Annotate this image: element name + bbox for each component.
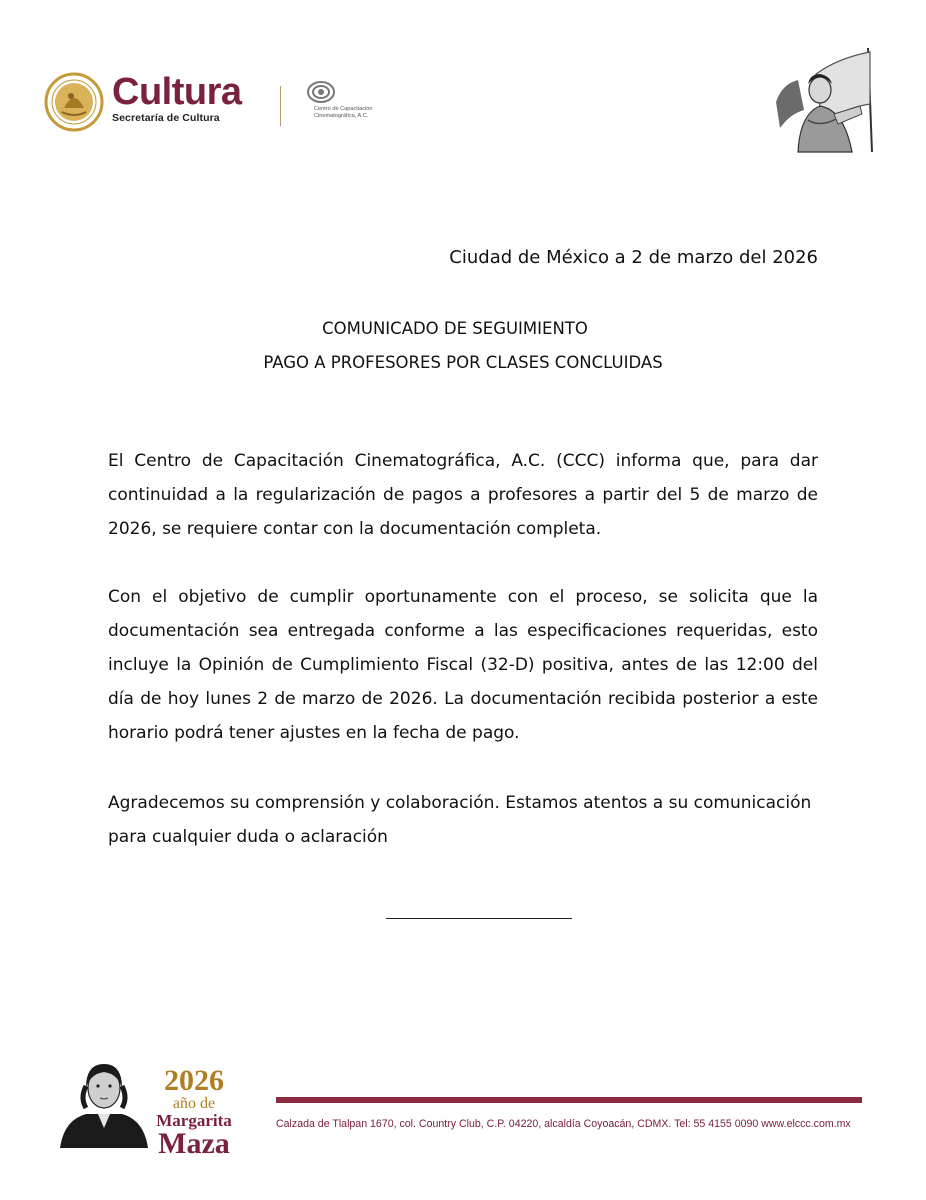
- paragraph-2: Con el objetivo de cumplir oportunamente con el proceso, se solicita que la documentación sea entregada conforme a las especificaciones requeridas, esto incluye la Opinión de Cumplimiento Fiscal (32-D) positiva, antes de las 12:00 del día de hoy lunes 2 de marzo de 2026. La documentación recibida posterior a este horario podrá tener ajustes en la fecha de pago.: [108, 587, 818, 743]
- national-emblem-icon: [44, 72, 104, 132]
- brand-name: Cultura: [112, 71, 242, 113]
- ccc-name-line: Cinematográfica, A.C.: [314, 113, 369, 119]
- year-number: 2026: [164, 1064, 224, 1097]
- brand-subtitle: Secretaría de Cultura: [112, 112, 220, 124]
- year-badge: [154, 1066, 234, 1158]
- paragraph-1: El Centro de Capacitación Cinematográfica, A.C. (CCC) informa que, para dar continuidad a la regularización de pagos a profesores a partir del 5 de marzo de 2026, se requiere contar con la documentación completa.: [108, 451, 818, 539]
- signature-line: [386, 918, 572, 919]
- ccc-name-line: Centro de Capacitación: [314, 106, 373, 112]
- paragraph-3: Agradecemos su comprensión y colaboración. Estamos atentos a su comunicación para cualquier duda o aclaración: [108, 793, 812, 847]
- honoree-last-name: Maza: [158, 1127, 230, 1160]
- ccc-name: [314, 106, 372, 120]
- logo-divider: [280, 86, 281, 126]
- footer-address: Calzada de Tlalpan 1670, col. Country Club, C.P. 04220, alcaldía Coyoacán, CDMX. Tel: 55 4155 0090 www.elccc.com.mx: [276, 1118, 851, 1130]
- year-subtitle: año de: [172, 1095, 216, 1112]
- footer-divider-bar: [276, 1097, 862, 1103]
- letter-date: Ciudad de México a 2 de marzo del 2026: [449, 247, 818, 268]
- letter-title: [0, 312, 926, 380]
- ccc-logo-icon: [306, 80, 336, 104]
- title-line-1: COMUNICADO DE SEGUIMIENTO: [322, 319, 588, 338]
- header-logo-group: [44, 70, 374, 134]
- margarita-maza-portrait-icon: [56, 1058, 152, 1148]
- brand: [112, 70, 242, 124]
- heroine-flag-illustration-icon: [768, 44, 878, 154]
- title-line-2: PAGO A PROFESORES POR CLASES CONCLUIDAS: [263, 353, 663, 372]
- honoree-first-name: Margarita: [156, 1111, 232, 1130]
